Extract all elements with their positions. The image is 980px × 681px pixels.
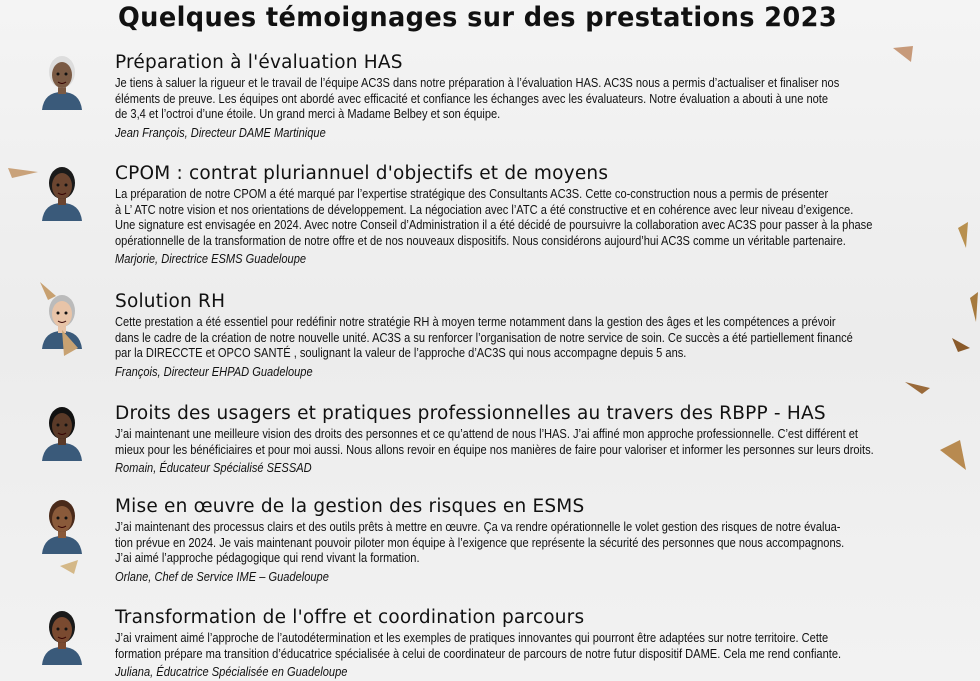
testimonial-text-line: J’ai aimé l’approche pédagogique qui rend vivant la formation.: [115, 550, 420, 566]
confetti-piece: [60, 560, 78, 574]
confetti-piece: [940, 440, 966, 470]
testimonial-title: Solution RH: [115, 291, 226, 312]
testimonial-text-line: à L’ ATC notre vision et nos orientations de développement. La négociation avec l’ATC a été constructive et en cohérence avec leur niveau d’exigence.: [115, 201, 854, 217]
testimonial-author: Juliana, Éducatrice Spécialisée en Guadeloupe: [115, 664, 348, 680]
testimonial-text-line: J’ai maintenant une meilleure vision des droits des personnes et ce qu’attend de nous l’HAS. J’ai affiné mon approche professionnelle. C’est différent et: [115, 426, 859, 441]
confetti-piece: [970, 292, 978, 322]
confetti-piece: [62, 330, 78, 356]
testimonial-text-line: La préparation de notre CPOM a été marqué par l’expertise stratégique des Consultants AC3S. Cette co-construction nous a permis de présenter: [115, 186, 829, 201]
testimonial-author: Jean François, Directeur DAME Martinique: [115, 124, 326, 140]
confetti-piece: [958, 222, 968, 248]
testimonial-title: Transformation de l'offre et coordination parcours: [115, 607, 585, 628]
testimonial-text-line: par la DIRECCTE et OPCO SANTÉ , soulignant la valeur de l’approche d’AC3S qui nous accompagne depuis 5 ans.: [115, 345, 687, 361]
testimonial-title: CPOM : contrat pluriannuel d'objectifs et de moyens: [115, 163, 609, 184]
page-title: Quelques témoignages sur des prestations 2023: [118, 2, 838, 33]
testimonial-author: Marjorie, Directrice ESMS Guadeloupe: [115, 251, 307, 267]
testimonial-text-line: Une signature est envisagée en 2024. Avec notre Conseil d’Administration il a été décidé de poursuivre la collaboration avec AC3S pour passer à la phase: [115, 217, 873, 233]
testimonial-title: Droits des usagers et pratiques professionnelles au travers des RBPP - HAS: [115, 403, 826, 424]
testimonial-author: François, Directeur EHPAD Guadeloupe: [115, 363, 313, 379]
confetti-piece: [905, 382, 930, 394]
testimonial-text-line: de 3,4 et l’octroi d’une étoile. Un grand merci à Madame Belbey et son équipe.: [115, 106, 501, 122]
testimonial-text-line: tion prévue en 2024. Je vais maintenant pouvoir piloter mon équipe à l’exigence que représente la sécurité des personnes que nous accompagnons.: [115, 534, 845, 550]
testimonial-title: Mise en œuvre de la gestion des risques en ESMS: [115, 496, 585, 517]
testimonial-text-line: mieux pour les bénéficiaires et pour moi aussi. Nous allons revoir en équipe nos manières de faire pour valoriser et informer les personnes sur leurs droits.: [115, 441, 874, 457]
testimonial-title: Préparation à l'évaluation HAS: [115, 52, 403, 73]
testimonial-text-line: opérationnelle de la transformation de notre offre et de nos nouveaux dispositifs. Nous considérons aujourd’hui AC3S comme un véritable partenaire.: [115, 232, 846, 248]
confetti-piece: [952, 338, 970, 352]
confetti-piece: [40, 282, 56, 300]
testimonial-text-line: J’ai vraiment aimé l’approche de l’autodétermination et les exemples de pratiques innovantes qui pourront être adaptées sur notre territoire. Cette: [115, 630, 829, 645]
confetti-piece: [8, 168, 38, 178]
testimonial-author: Romain, Éducateur Spécialisé SESSAD: [115, 460, 312, 476]
testimonial-text-line: J’ai maintenant des processus clairs et des outils prêts à mettre en œuvre. Ça va rendre opérationnelle le volet gestion des risques de notre évalua-: [115, 519, 841, 534]
testimonial-text-line: Je tiens à saluer la rigueur et le travail de l’équipe AC3S dans notre préparation à l’évaluation HAS. AC3S nous a permis d’actualiser et finaliser nos: [115, 75, 840, 90]
testimonial-text-line: formation prépare ma transition d’éducatrice spécialisée à celui de coordinateur de parcours de notre futur dispositif DAME. Cela me rend confiante.: [115, 645, 842, 661]
testimonial-text-line: Cette prestation a été essentiel pour redéfinir notre stratégie RH à moyen terme notamment dans la gestion des âges et les compétences a prévoir: [115, 314, 836, 329]
testimonial-text-line: éléments de preuve. Les équipes ont abordé avec efficacité et confiance les échanges avec les évaluateurs. Notre évaluation a abouti à une note: [115, 90, 829, 106]
testimonial-author: Orlane, Chef de Service IME – Guadeloupe: [115, 568, 329, 584]
testimonial-text-line: dans le cadre de la création de notre nouvelle unité. AC3S a su renforcer l’organisation de notre service de soin. Ce succès a été partiellement financé: [115, 329, 853, 345]
confetti-piece: [893, 46, 913, 62]
